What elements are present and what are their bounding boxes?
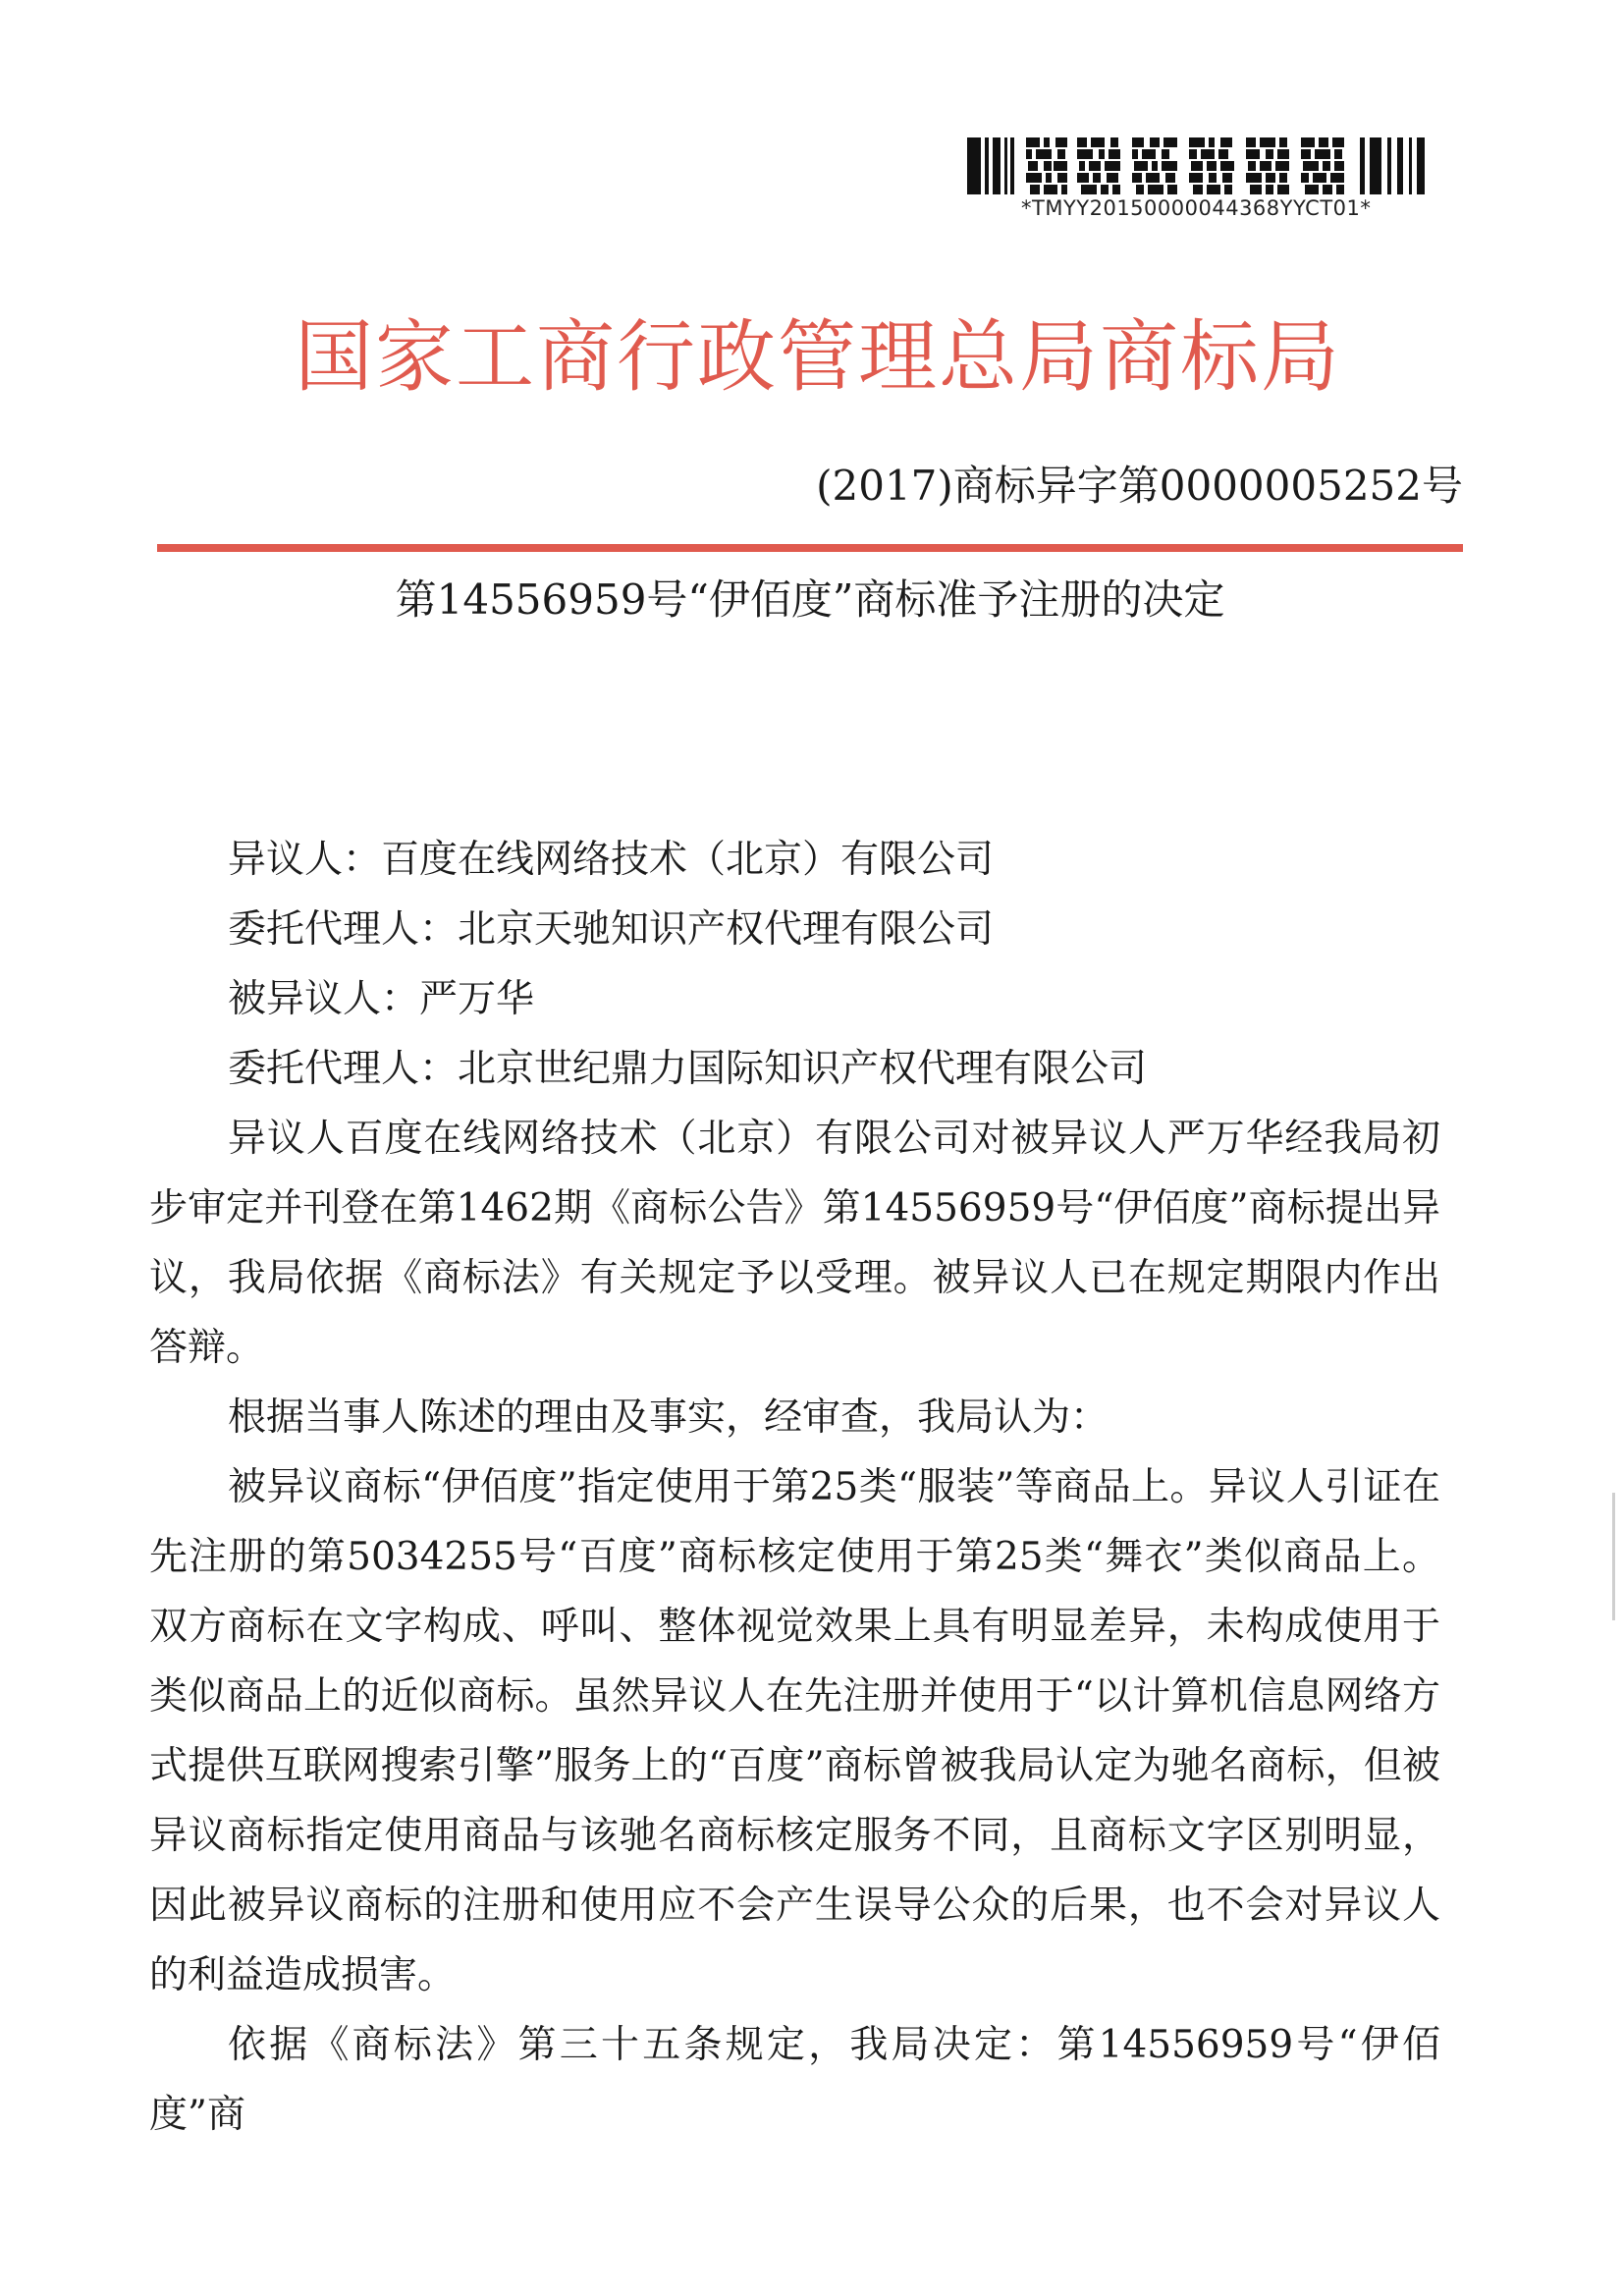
paragraph-review: 根据当事人陈述的理由及事实，经审查，我局认为： — [228, 1395, 1109, 1440]
document-number: (2017)商标异字第0000005252号 — [816, 462, 1463, 510]
document-body — [149, 825, 1440, 2150]
agency-title: 国家工商行政管理总局商标局 — [295, 311, 1341, 403]
scan-artifact-line — [1612, 1493, 1615, 1620]
party-opponent-agent: 委托代理人：北京天驰知识产权代理有限公司 — [228, 907, 995, 952]
document-title: 第14556959号“伊佰度”商标准予注册的决定 — [395, 575, 1225, 624]
paragraph-opposition: 异议人百度在线网络技术（北京）有限公司对被异议人严万华经我局初步审定并刊登在第1462期《商标公告》第14556959号“伊佰度”商标提出异议，我局依据《商标法》有关规定予以受理。被异议人已在规定期限内作出答辩。 — [149, 1117, 1440, 1370]
barcode-icon — [967, 137, 1429, 194]
paragraph-reasoning: 被异议商标“伊佰度”指定使用于第25类“服装”等商品上。异议人引证在先注册的第5034255号“百度”商标核定使用于第25类“舞衣”类似商品上。双方商标在文字构成、呼叫、整体视觉效果上具有明显差异，未构成使用于类似商品上的近似商标。虽然异议人在先注册并使用于“以计算机信息网络方式提供互联网搜索引擎”服务上的“百度”商标曾被我局认定为驰名商标，但被异议商标指定使用商品与该驰名商标核定服务不同，且商标文字区别明显，因此被异议商标的注册和使用应不会产生误导公众的后果，也不会对异议人的利益造成损害。 — [149, 1465, 1440, 1997]
header-divider — [157, 544, 1463, 552]
party-respondent: 被异议人：严万华 — [228, 977, 535, 1021]
party-opponent: 异议人：百度在线网络技术（北京）有限公司 — [228, 838, 995, 882]
barcode-code: *TMYY20150000044368YYCT01* — [1021, 196, 1372, 220]
paragraph-decision: 依据《商标法》第三十五条规定，我局决定：第14556959号“伊佰度”商 — [149, 2023, 1440, 2137]
party-respondent-agent: 委托代理人：北京世纪鼎力国际知识产权代理有限公司 — [228, 1047, 1148, 1091]
